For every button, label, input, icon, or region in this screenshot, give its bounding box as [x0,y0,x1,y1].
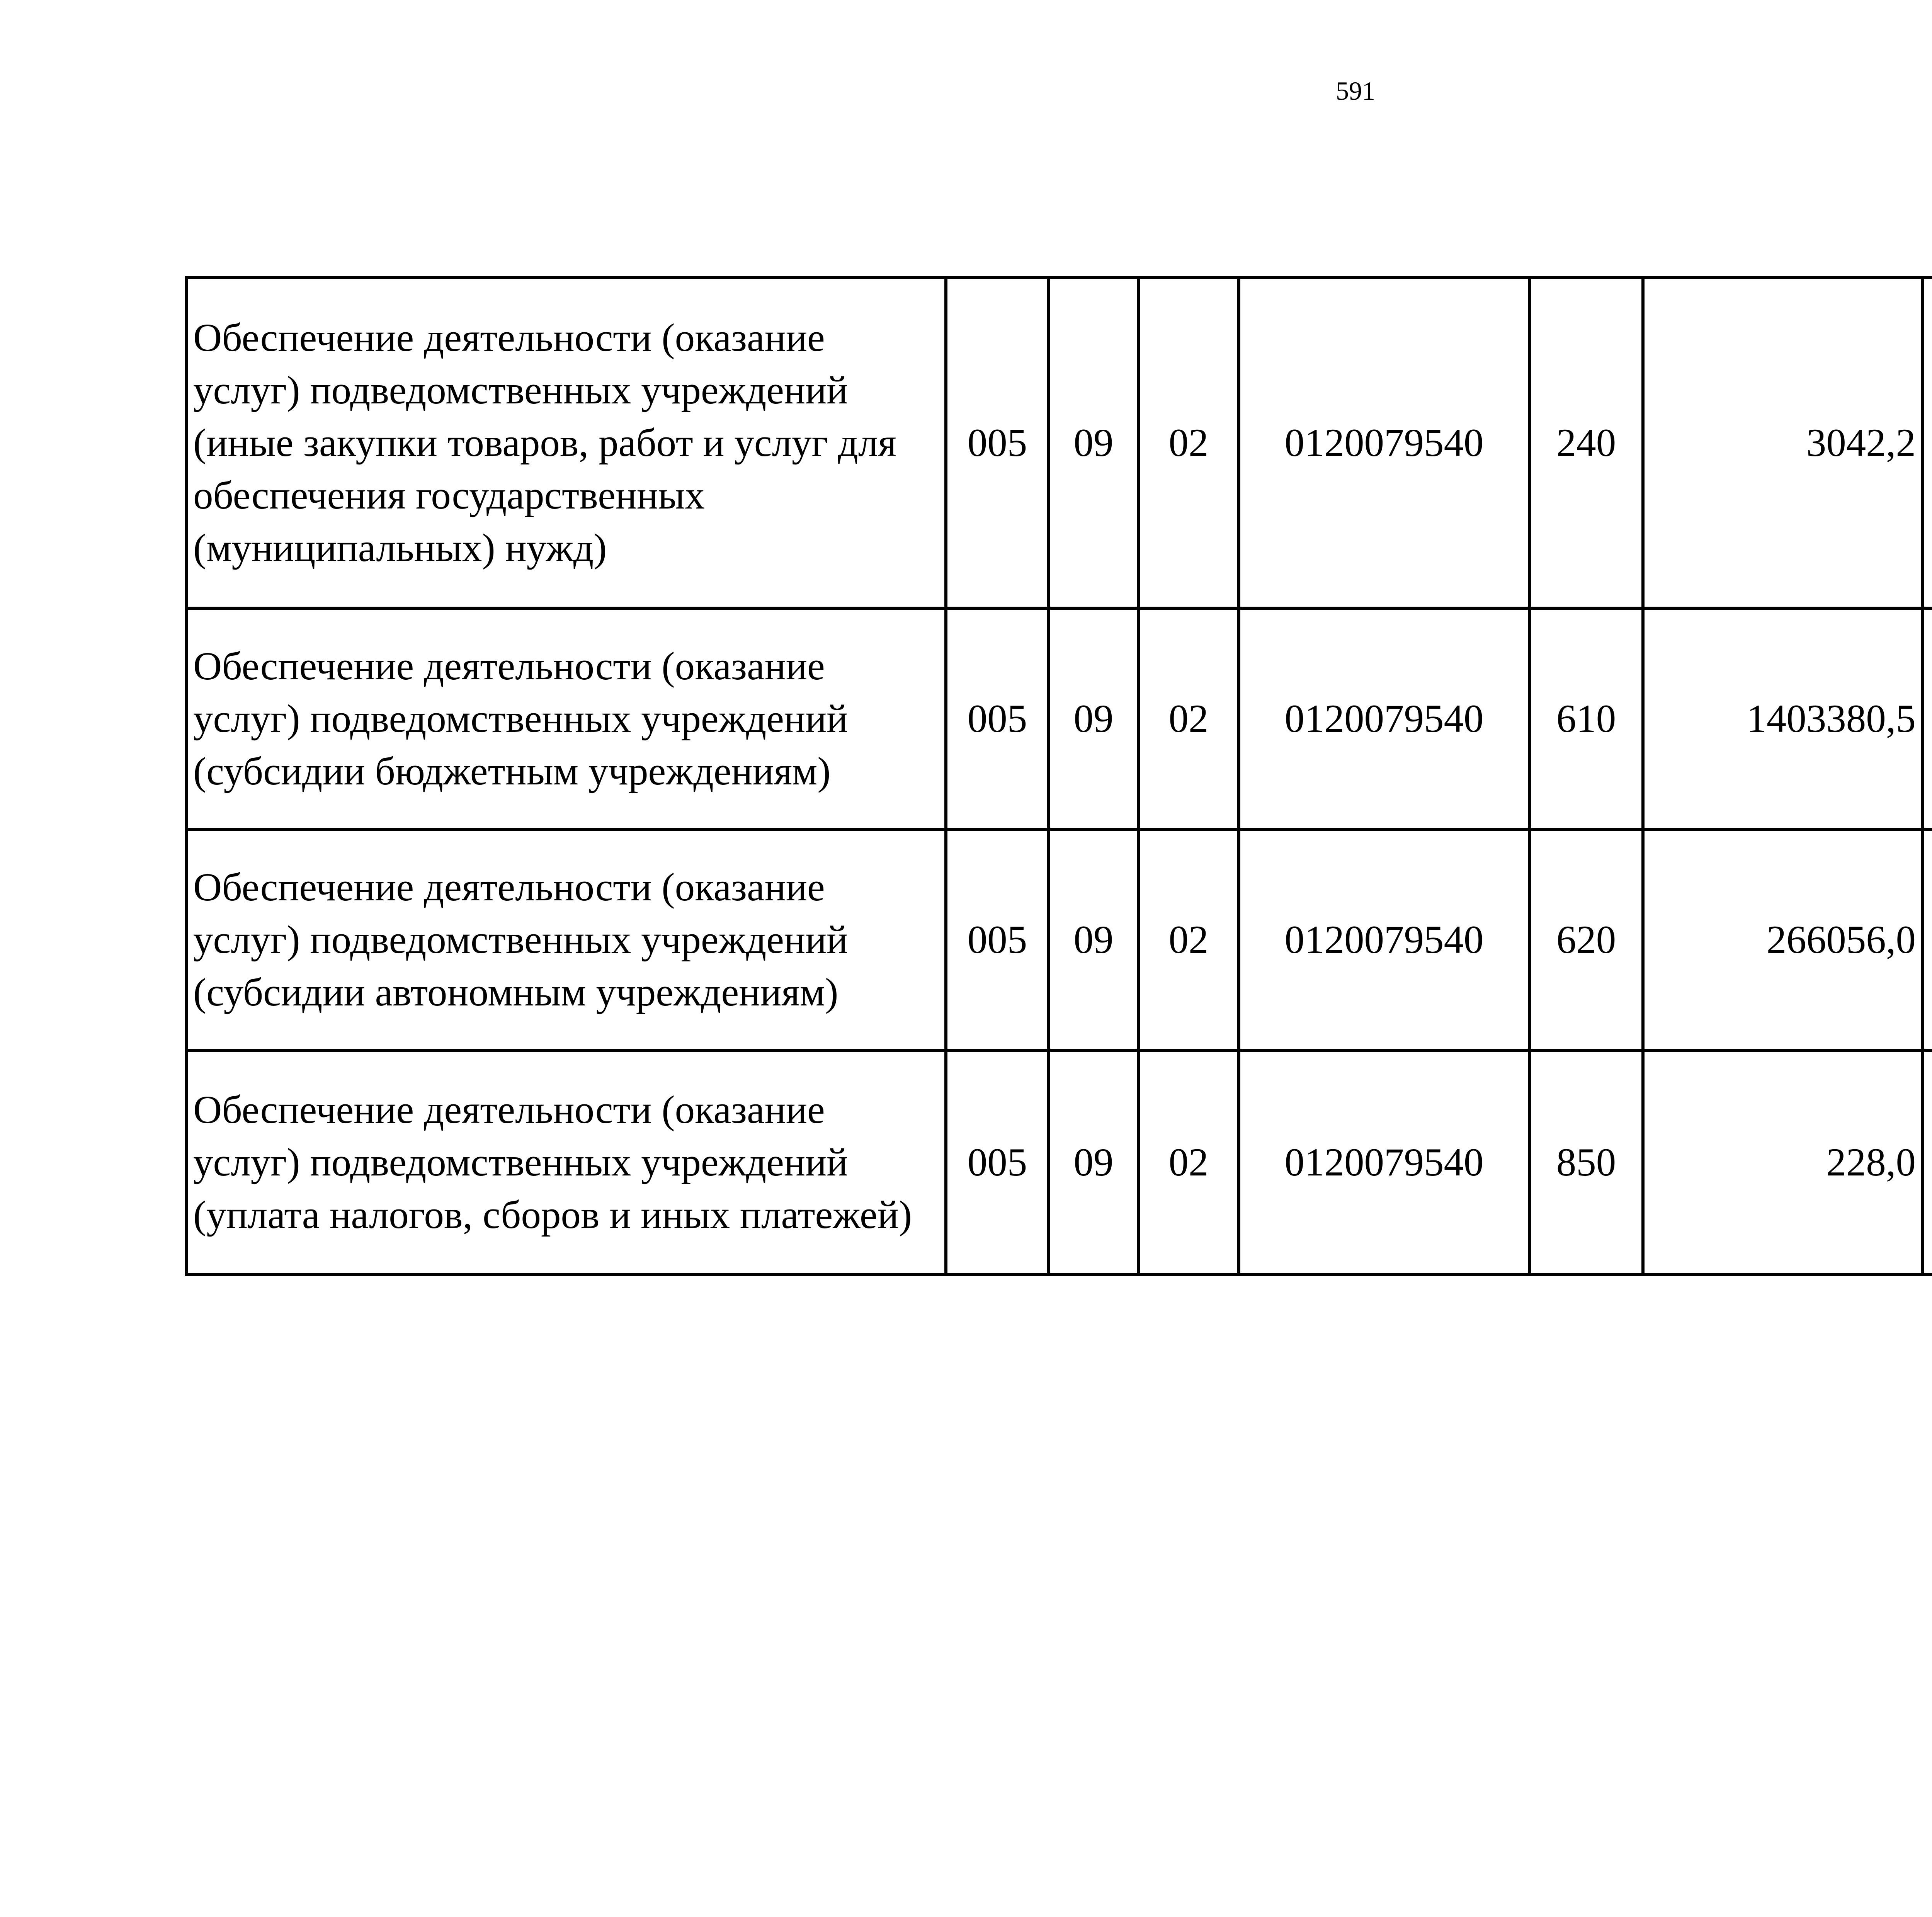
amount-year-2 [1923,608,1932,829]
section-code: 09 [1049,829,1138,1050]
table-row [186,608,1932,829]
amount-year-1: 228,0 [1643,1050,1923,1274]
amount-year-2 [1923,829,1932,1050]
target-article-code: 0120079540 [1239,1050,1529,1274]
page-number: 591 [1336,76,1375,105]
table-row [186,1050,1932,1274]
expense-type-code: 850 [1529,1050,1643,1274]
table-row [186,277,1932,608]
subsection-code: 02 [1138,829,1239,1050]
amount-year-1: 1403380,5 [1643,608,1923,829]
amount-year-1: 3042,2 [1643,277,1923,608]
ministry-code: 005 [946,608,1049,829]
expense-type-code: 620 [1529,829,1643,1050]
row-description: Обеспечение деятельности (оказание услуг) подведомственных учреждений (уплата налогов, сборов и иных платежей) [186,1050,946,1274]
ministry-code: 005 [946,1050,1049,1274]
amount-year-2 [1923,277,1932,608]
section-code: 09 [1049,608,1138,829]
row-description: Обеспечение деятельности (оказание услуг) подведомственных учреждений (субсидии автономным учреждениям) [186,829,946,1050]
target-article-code: 0120079540 [1239,277,1529,608]
expense-type-code: 610 [1529,608,1643,829]
amount-year-1: 266056,0 [1643,829,1923,1050]
target-article-code: 0120079540 [1239,829,1529,1050]
section-code: 09 [1049,277,1138,608]
subsection-code: 02 [1138,608,1239,829]
target-article-code: 0120079540 [1239,608,1529,829]
expense-type-code: 240 [1529,277,1643,608]
table-row [186,829,1932,1050]
amount-year-2 [1923,1050,1932,1274]
budget-table [185,276,1932,1276]
ministry-code: 005 [946,277,1049,608]
row-description: Обеспечение деятельности (оказание услуг) подведомственных учреждений (субсидии бюджетным учреждениям) [186,608,946,829]
subsection-code: 02 [1138,1050,1239,1274]
subsection-code: 02 [1138,277,1239,608]
ministry-code: 005 [946,829,1049,1050]
row-description: Обеспечение деятельности (оказание услуг) подведомственных учреждений (иные закупки товаров, работ и услуг для обеспечения государственных (муниципальных) нужд) [186,277,946,608]
section-code: 09 [1049,1050,1138,1274]
